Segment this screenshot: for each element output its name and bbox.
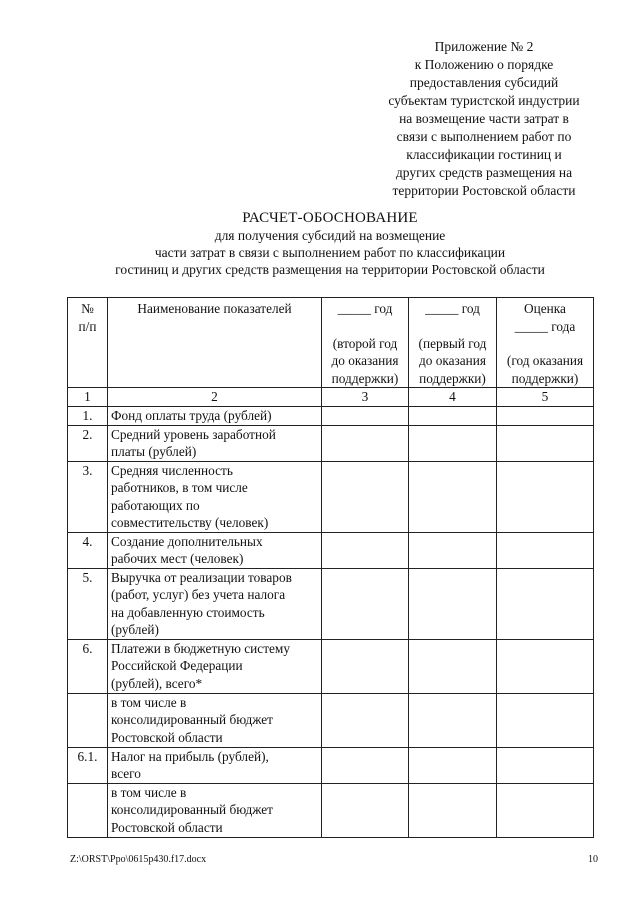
value-cell[interactable] [497, 693, 594, 747]
header-second-year-cell [322, 298, 409, 388]
value-cell[interactable] [497, 532, 594, 568]
table-row [68, 425, 594, 461]
value-cell[interactable] [409, 406, 497, 425]
table-row [68, 532, 594, 568]
value-cell[interactable] [497, 406, 594, 425]
value-cell[interactable] [322, 425, 409, 461]
value-cell[interactable] [409, 783, 497, 837]
value-cell[interactable] [497, 568, 594, 639]
table-row [68, 783, 594, 837]
indicator-line: всего [111, 766, 141, 781]
indicator-line: в том числе в [111, 784, 187, 800]
value-cell[interactable] [497, 783, 594, 837]
row-number: 5. [68, 568, 108, 639]
header-first-year-cell [409, 298, 497, 388]
indicator-line: Ростовской области [111, 819, 223, 835]
header-note-line: до оказания [418, 353, 487, 368]
header-second-year-label: _____ год [337, 301, 393, 316]
document-subtitle-line: для получения субсидий на возмещение [214, 228, 446, 243]
appendix-line: Приложение № 2 [434, 39, 534, 54]
indicator-line: (рублей), всего* [111, 675, 203, 691]
header-estimate-cell [497, 298, 594, 388]
indicator-line: Платежи в бюджетную систему [111, 640, 290, 656]
row-number: 1. [68, 406, 108, 425]
table-row [68, 406, 594, 425]
table-row [68, 568, 594, 639]
appendix-line: к Положению о порядке [414, 57, 554, 72]
indicator-line: на добавленную стоимость [111, 604, 265, 620]
column-index: 2 [108, 388, 322, 407]
header-number-abbr: п/п [78, 318, 97, 334]
column-index-row [68, 388, 594, 407]
indicator-name [108, 783, 322, 837]
indicator-name [108, 406, 322, 425]
indicator-line: Средняя численность [111, 462, 233, 478]
indicator-line: консолидированный бюджет [111, 802, 273, 817]
value-cell[interactable] [322, 406, 409, 425]
value-cell[interactable] [497, 747, 594, 783]
document-heading [60, 209, 600, 278]
indicator-name [108, 568, 322, 639]
calculation-table [67, 297, 594, 838]
indicator-line: совместительству (человек) [111, 515, 269, 530]
header-note-line: (первый год [418, 335, 487, 351]
row-number [68, 783, 108, 837]
appendix-line: территории Ростовской области [392, 183, 576, 198]
value-cell[interactable] [409, 568, 497, 639]
document-subtitle-line: гостиниц и других средств размещения на территории Ростовской области [115, 262, 545, 277]
value-cell[interactable] [497, 639, 594, 693]
indicator-line: (работ, услуг) без учета налога [111, 587, 286, 602]
value-cell[interactable] [409, 693, 497, 747]
value-cell[interactable] [409, 639, 497, 693]
value-cell[interactable] [322, 532, 409, 568]
document-subtitle-line: части затрат в связи с выполнением работ по классификации [154, 245, 506, 260]
header-estimate-label: Оценка [524, 301, 566, 316]
header-note-line: до оказания [331, 353, 399, 368]
row-number: 6.1. [68, 747, 108, 783]
indicator-line: рабочих мест (человек) [111, 551, 244, 566]
indicator-line: Российской Федерации [111, 658, 243, 673]
indicator-line: консолидированный бюджет [111, 712, 273, 727]
table-row [68, 693, 594, 747]
header-indicator-name: Наименование показателей [108, 298, 322, 388]
column-index: 4 [409, 388, 497, 407]
table-row [68, 747, 594, 783]
indicator-line: Средний уровень заработной [111, 426, 276, 442]
header-note-line: поддержки) [331, 370, 399, 386]
header-first-year-label: _____ год [425, 301, 480, 316]
indicator-name [108, 639, 322, 693]
header-note-line: поддержки) [419, 370, 486, 386]
header-number-cell [68, 298, 108, 388]
indicator-name [108, 425, 322, 461]
row-number: 4. [68, 532, 108, 568]
value-cell[interactable] [322, 783, 409, 837]
value-cell[interactable] [409, 425, 497, 461]
value-cell[interactable] [409, 747, 497, 783]
column-index: 1 [68, 388, 108, 407]
appendix-line: субъектам туристской индустрии [388, 93, 580, 108]
indicator-line: (рублей) [111, 622, 159, 637]
appendix-note [370, 38, 598, 200]
row-number: 2. [68, 425, 108, 461]
column-index: 5 [497, 388, 594, 407]
header-number-symbol: № [81, 301, 94, 316]
column-index: 3 [322, 388, 409, 407]
row-number [68, 693, 108, 747]
value-cell[interactable] [322, 639, 409, 693]
row-number: 3. [68, 461, 108, 532]
table-row [68, 639, 594, 693]
table-row [68, 461, 594, 532]
indicator-line: платы (рублей) [111, 444, 197, 459]
indicator-line: Ростовской области [111, 729, 223, 745]
indicator-line: Выручка от реализации товаров [111, 569, 292, 585]
value-cell[interactable] [322, 568, 409, 639]
value-cell[interactable] [497, 425, 594, 461]
header-note-line: (второй год [332, 335, 398, 351]
indicator-line: работающих по [111, 497, 200, 513]
table-header-row [68, 298, 594, 388]
indicator-name [108, 693, 322, 747]
value-cell[interactable] [497, 461, 594, 532]
indicator-line: в том числе в [111, 694, 187, 710]
header-note-line: поддержки) [511, 370, 579, 386]
indicator-name [108, 532, 322, 568]
appendix-line: на возмещение части затрат в [399, 111, 569, 126]
appendix-line: классификации гостиниц и [406, 147, 562, 162]
row-number: 6. [68, 639, 108, 693]
document-title: РАСЧЕТ-ОБОСНОВАНИЕ [242, 210, 418, 226]
value-cell[interactable] [409, 461, 497, 532]
indicator-line: Налог на прибыль (рублей), [111, 748, 269, 764]
indicator-line: работников, в том числе [111, 480, 248, 495]
indicator-name [108, 747, 322, 783]
footer-page-number: 10 [588, 854, 598, 865]
appendix-line: других средств размещения на [395, 165, 573, 180]
indicator-name [108, 461, 322, 532]
footer-file-path: Z:\ORST\Ppo\0615p430.f17.docx [70, 854, 207, 865]
value-cell[interactable] [322, 461, 409, 532]
appendix-line: предоставления субсидий [409, 75, 559, 90]
value-cell[interactable] [409, 532, 497, 568]
value-cell[interactable] [322, 747, 409, 783]
header-note-line: (год оказания [506, 353, 584, 368]
indicator-line: Фонд оплаты труда (рублей) [111, 407, 272, 423]
indicator-line: Создание дополнительных [111, 533, 263, 549]
header-estimate-year: _____ года [514, 318, 576, 334]
value-cell[interactable] [322, 693, 409, 747]
appendix-line: связи с выполнением работ по [396, 129, 572, 144]
